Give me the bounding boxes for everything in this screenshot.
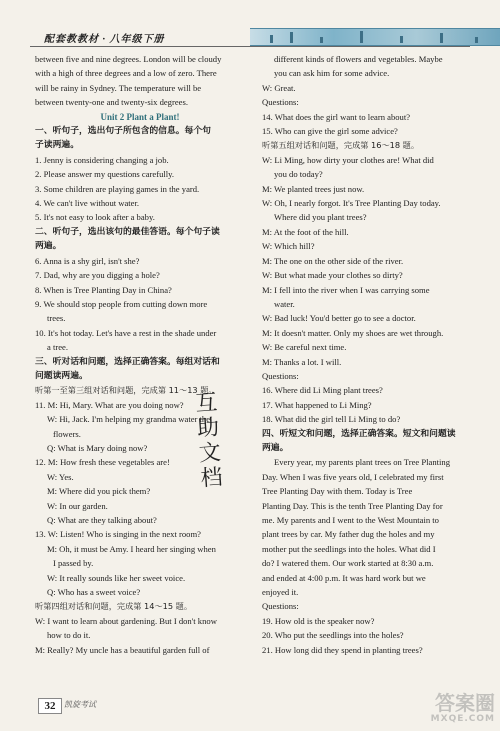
text-line: W: Hi, Jack. I'm helping my grandma water the <box>47 414 211 425</box>
text-line: 一、听句子，选出句子所包含的信息。每个句 <box>35 126 211 137</box>
handwritten-char: 助 <box>196 415 221 442</box>
text-line: me. My parents and I went to the West Mountain to <box>262 515 439 525</box>
text-line: 子读两遍。 <box>35 140 79 151</box>
text-line: how to do it. <box>47 630 91 641</box>
handwritten-annotation <box>195 388 252 491</box>
text-line: 18. What did the girl tell Li Ming to do? <box>262 414 401 425</box>
text-line: flowers. <box>53 428 81 439</box>
text-line: M: At the foot of the hill. <box>262 226 349 237</box>
text-line: 10. It's hot today. Let's have a rest in the shade under <box>35 327 217 338</box>
footer-series-label: 凯旋考试 <box>64 700 96 709</box>
text-line: M: It doesn't matter. Only my shoes are wet through. <box>262 327 444 338</box>
text-line: 听第四组对话和问题，完成第 14～15 题。 <box>35 601 193 612</box>
book-title: 配套教教材 · 八年级下册 <box>44 34 165 45</box>
text-line: 三、听对话和问题，选择正确答案。每组对话和 <box>35 356 220 367</box>
text-line: W: Which hill? <box>262 241 315 252</box>
page-number: 32 <box>38 698 62 714</box>
text-line: M: Where did you pick them? <box>47 486 151 497</box>
text-line: 16. Where did Li Ming plant trees? <box>262 385 383 396</box>
text-line: 二、听句子，选出该句的最佳答语。每个句子读 <box>35 226 220 237</box>
right-column <box>262 52 472 657</box>
text-line: 12. M: How fresh these vegetables are! <box>35 457 170 468</box>
text-line: W: Li Ming, how dirty your clothes are! What did <box>262 154 434 165</box>
text-line: Q: What is Mary doing now? <box>47 442 148 453</box>
text-line: 2. Please answer my questions carefully. <box>35 169 175 180</box>
text-line: Questions: <box>262 370 299 381</box>
watermark-url: MXQE.COM <box>430 714 495 724</box>
text-line: Q: What are they talking about? <box>47 515 157 525</box>
text-line: 11. M: Hi, Mary. What are you doing now? <box>35 399 184 410</box>
text-line: 19. How old is the speaker now? <box>262 615 375 626</box>
text-line: between five and nine degrees. London will be cloudy <box>35 54 222 64</box>
text-line: 20. Who put the seedlings into the holes? <box>262 630 404 641</box>
text-line: 6. Anna is a shy girl, isn't she? <box>35 255 140 266</box>
text-line: W: Oh, I nearly forgot. It's Tree Planting Day today. <box>262 198 441 209</box>
text-line: M: We planted trees just now. <box>262 183 365 194</box>
text-line: 13. W: Listen! Who is singing in the next room? <box>35 529 201 540</box>
text-line: Questions: <box>262 97 299 108</box>
text-line: 8. When is Tree Planting Day in China? <box>35 284 172 295</box>
text-line: Unit 2 Plant a Plant! <box>100 111 180 122</box>
text-line: Questions: <box>262 601 299 612</box>
text-line: 7. Dad, why are you digging a hole? <box>35 270 160 281</box>
header-divider <box>30 46 470 47</box>
text-line: water. <box>274 298 295 309</box>
text-line: will be rainy in Sydney. The temperature will be <box>35 82 202 93</box>
text-line: 15. Who can give the girl some advice? <box>262 126 398 137</box>
text-line: 四、听短文和问题，选择正确答案。短文和问题读 <box>262 428 456 439</box>
text-line: 听第五组对话和问题，完成第 16～18 题。 <box>262 140 420 151</box>
text-line: M: The one on the other side of the river. <box>262 255 404 266</box>
text-line: M: Really? My uncle has a beautiful garden full of <box>35 644 210 655</box>
header-skyline-band <box>250 28 500 46</box>
text-line: enjoyed it. <box>262 587 299 598</box>
text-line: do? I watered them. Our work started at 8:30 a.m. <box>262 558 434 569</box>
text-line: 5. It's not easy to look after a baby. <box>35 212 155 223</box>
text-line: 14. What does the girl want to learn about? <box>262 111 411 122</box>
text-line: 9. We should stop people from cutting down more <box>35 298 208 309</box>
handwritten-char: 文 <box>198 440 222 467</box>
page-header <box>0 0 500 48</box>
text-line: W: Bad luck! You'd better go to see a doctor. <box>262 313 416 324</box>
text-line: 两遍。 <box>35 241 62 252</box>
text-line: W: In our garden. <box>47 500 108 511</box>
watermark-text: 答案圈 <box>435 691 495 715</box>
text-line: Every year, my parents plant trees on Tree Planting <box>274 457 451 468</box>
text-line: W: Great. <box>262 82 296 93</box>
text-line: I passed by. <box>53 558 94 569</box>
handwritten-char: 档 <box>199 465 224 492</box>
text-line: trees. <box>47 313 66 324</box>
text-line: mother put the seedlings into the holes. What did I <box>262 543 436 554</box>
text-line: with a high of three degrees and a low of zero. There <box>35 68 217 79</box>
text-line: W: Yes. <box>47 471 74 482</box>
text-line: different kinds of flowers and vegetables. Maybe <box>274 54 443 64</box>
text-line: M: Thanks a lot. I will. <box>262 356 342 367</box>
text-line: Planting Day. This is the tenth Tree Planting Day for <box>262 500 443 511</box>
text-line: 4. We can't live without water. <box>35 198 140 209</box>
text-line: 两遍。 <box>262 442 289 453</box>
text-line: W: It really sounds like her sweet voice. <box>47 572 186 583</box>
text-line: between twenty-one and twenty-six degrees. <box>35 97 188 108</box>
text-line: Where did you plant trees? <box>274 212 367 223</box>
text-line: 17. What happened to Li Ming? <box>262 399 372 410</box>
left-column <box>35 52 245 657</box>
text-line: Q: Who has a sweet voice? <box>47 587 141 598</box>
text-line: W: But what made your clothes so dirty? <box>262 270 403 281</box>
text-line: 1. Jenny is considering changing a job. <box>35 154 169 165</box>
text-line: you do today? <box>274 169 323 180</box>
text-line: Day. When I was five years old, I celebrated my first <box>262 471 444 482</box>
text-line: a tree. <box>47 342 68 353</box>
text-line: W: Be careful next time. <box>262 342 347 353</box>
watermark-logo <box>395 692 495 728</box>
text-line: M: I fell into the river when I was carrying some <box>262 284 430 295</box>
text-line: and ended at 4:00 p.m. It was hard work but we <box>262 572 426 583</box>
text-line: W: I want to learn about gardening. But I don't know <box>35 615 217 626</box>
text-line: 21. How long did they spend in planting trees? <box>262 644 423 655</box>
text-line: 问题读两遍。 <box>35 370 88 381</box>
text-line: Tree Planting Day with them. Today is Tree <box>262 486 413 497</box>
text-line: 3. Some children are playing games in the yard. <box>35 183 200 194</box>
handwritten-char: 互 <box>194 390 219 417</box>
text-line: plant trees by car. My father dug the holes and my <box>262 529 435 540</box>
text-line: M: Oh, it must be Amy. I heard her singing when <box>47 543 216 554</box>
text-line: 听第一至第三组对话和问题，完成第 11～13 题。 <box>35 385 217 396</box>
text-line: you can ask him for some advice. <box>274 68 390 79</box>
